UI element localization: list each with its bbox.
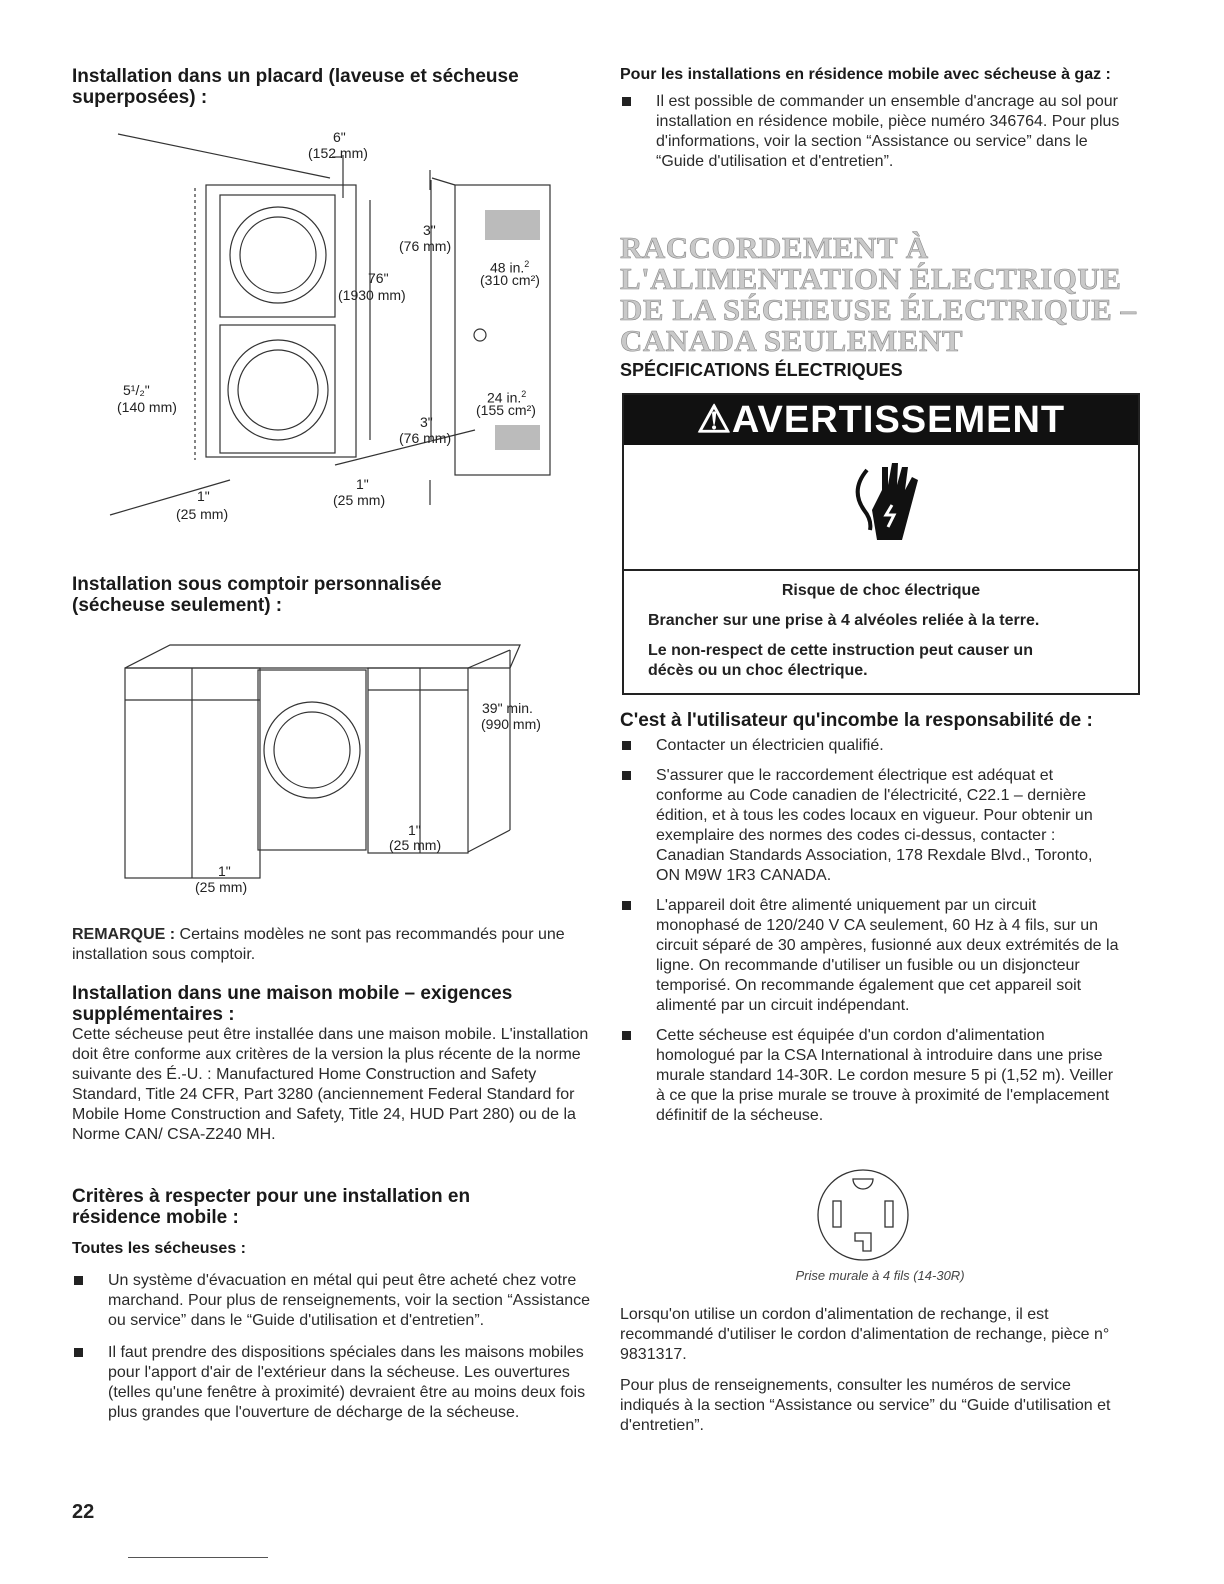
mobile-title: Installation dans une maison mobile – exigences supplémentaires : (72, 983, 513, 1025)
warning-header: ⚠AVERTISSEMENT (624, 395, 1138, 445)
list-item: Il faut prendre des dispositions spéciales dans les maisons mobiles pour l'apport d'air de l'extérieur dans la sécheuse. Les ouvertures (telles qu'une fenêtre à proximité) devraient être au moins deux fois plus grandes que l'ouverture de décharge de la sécheuse. (72, 1343, 600, 1423)
dim-vent-top: 48 in.$^2$ (490, 259, 530, 276)
dim-counter-height: 39" min. (482, 700, 533, 716)
dim-front-mm: (25 mm) (176, 506, 229, 522)
warning-line2: Le non-respect de cette instruction peut causer un décès ou un choc électrique. (648, 642, 1033, 679)
left-column (72, 66, 604, 108)
responsibility-list (620, 736, 1120, 1126)
big-title-line: L'ALIMENTATION ÉLECTRIQUE (620, 261, 1122, 296)
gas-bullet: Il est possible de commander un ensemble d'ancrage au sol pour installation en résidence mobile, pièce numéro 346764. Pour plus d'informations, voir la section “Assistance ou service” dans le “Guide d'utilisation et d'entretien”. (620, 92, 1140, 172)
counter-title: Installation sous comptoir personnalisée (sécheuse seulement) : (72, 574, 442, 616)
specs-title: SPÉCIFICATIONS ÉLECTRIQUES (620, 360, 903, 380)
dim-vent-bottom: 24 in.$^2$ (487, 389, 527, 406)
dim-gap: 1" (356, 476, 369, 492)
remark (72, 925, 594, 965)
dim-bot-vent: 3" (420, 414, 433, 430)
dim-bot-vent-mm: (76 mm) (399, 430, 452, 446)
dim-top-vent: 3" (423, 222, 436, 238)
right-column (620, 66, 1140, 172)
cord-text: Lorsqu'on utilise un cordon d'alimentation de rechange, il est recommandé d'utiliser le cordon d'alimentation de rechange, pièce n° 9831317. (620, 1306, 1110, 1363)
criteria-list (72, 1271, 600, 1423)
dim-vent-bottom-cm: (155 cm²) (476, 402, 536, 418)
warning-risk: Risque de choc électrique (781, 582, 981, 599)
dim-left-gap: 1" (218, 863, 231, 879)
outlet-14-30r-icon (815, 1165, 911, 1265)
dim-right-gap-mm: (25 mm) (389, 837, 442, 853)
all-dryers-label: Toutes les sécheuses : (72, 1240, 246, 1257)
mobile-text: Cette sécheuse peut être installée dans une maison mobile. L'installation doit être conforme aux critères de la version la plus récente de la norme suivante des É.-U. : Manufactured Home Construction and Safety Standard, Title 24 CFR, Part 3280 (anciennement Federal Standard for Mobile Home Construction and Safety, Title 24, HUD Part 280) ou de la Norme CAN/ CSA-Z240 MH. (72, 1026, 589, 1143)
responsibility-title: C'est à l'utilisateur qu'incombe la responsabilité de : (620, 710, 1093, 731)
warning-box (622, 393, 1140, 695)
dim-height: 76" (368, 270, 389, 286)
dim-vent-top-cm: (310 cm²) (480, 272, 540, 288)
remark-text: Certains modèles ne sont pas recommandés pour une installation sous comptoir. (72, 926, 565, 963)
remark-label: REMARQUE : (72, 926, 176, 943)
shock-hazard-area (624, 445, 1138, 571)
list-item: Un système d'évacuation en métal qui peut être acheté chez votre marchand. Pour plus de renseignements, voir la section “Assistance ou service” dans le “Guide d'utilisation et d'entretien”. (72, 1271, 600, 1331)
big-title-line: RACCORDEMENT À (620, 230, 929, 265)
list-item: Cette sécheuse est équipée d'un cordon d'alimentation homologué par la CSA International à introduire dans une prise murale standard 14-30R. Le cordon mesure 5 pi (1,52 m). Veiller à ce que la prise murale se trouve à proximité de l'emplacement définitif de la sécheuse. (620, 1026, 1120, 1126)
gas-title: Pour les installations en résidence mobile avec sécheuse à gaz : (620, 66, 1111, 83)
footer-rule (128, 1557, 268, 1558)
criteria-title: Critères à respecter pour une installation en résidence mobile : (72, 1186, 471, 1228)
outlet-caption: Prise murale à 4 fils (14-30R) (795, 1268, 965, 1283)
dim-left-gap-mm: (25 mm) (195, 879, 248, 895)
warning-line1: Brancher sur une prise à 4 alvéoles reliée à la terre. (648, 612, 1040, 629)
dim-side: 5¹/₂" (123, 382, 150, 398)
warning-triangle-icon: ⚠ (696, 399, 732, 441)
big-title-line: CANADA SEULEMENT (620, 323, 964, 358)
dim-counter-height-mm: (990 mm) (481, 716, 541, 732)
list-item: L'appareil doit être alimenté uniquement par un circuit monophasé de 120/240 V CA seulement, 60 Hz à 4 fils, sur un circuit séparé de 30 ampères, fusionné aux deux extrémités de la ligne. On recommande d'utiliser un fusible ou un disjoncteur temporisé. On recommande également que cet appareil soit alimenté par un circuit indépendant. (620, 896, 1120, 1016)
big-title-line: DE LA SÉCHEUSE ÉLECTRIQUE – (620, 292, 1137, 327)
list-item: S'assurer que le raccordement électrique est adéquat et conforme au Code canadien de l'électricité, C22.1 – dernière édition, et à tous les codes locaux en vigueur. Pour obtenir un exemplaire des normes des codes ci-dessus, contacter : Canadian Standards Association, 178 Rexdale Blvd., Toronto, ON M9W 1R3 CANADA. (620, 766, 1120, 886)
page-number: 22 (72, 1501, 95, 1523)
dim-right-gap: 1" (408, 822, 421, 838)
info-text: Pour plus de renseignements, consulter les numéros de service indiqués à la section “Assistance ou service” du “Guide d'utilisation et d'entretien”. (620, 1377, 1111, 1434)
closet-title: Installation dans un placard (laveuse et sécheuse superposées) : (72, 66, 519, 108)
electric-shock-icon (842, 455, 932, 555)
dim-top-vent-mm: (76 mm) (399, 238, 452, 254)
dim-top-gap-mm: (152 mm) (308, 145, 368, 161)
dim-height-mm: (1930 mm) (338, 287, 406, 303)
dim-front: 1" (197, 488, 210, 504)
big-title (620, 232, 1137, 356)
list-item: Contacter un électricien qualifié. (620, 736, 1120, 756)
dim-top-gap: 6" (333, 129, 346, 145)
dim-side-mm: (140 mm) (117, 399, 177, 415)
dim-gap-mm: (25 mm) (333, 492, 386, 508)
